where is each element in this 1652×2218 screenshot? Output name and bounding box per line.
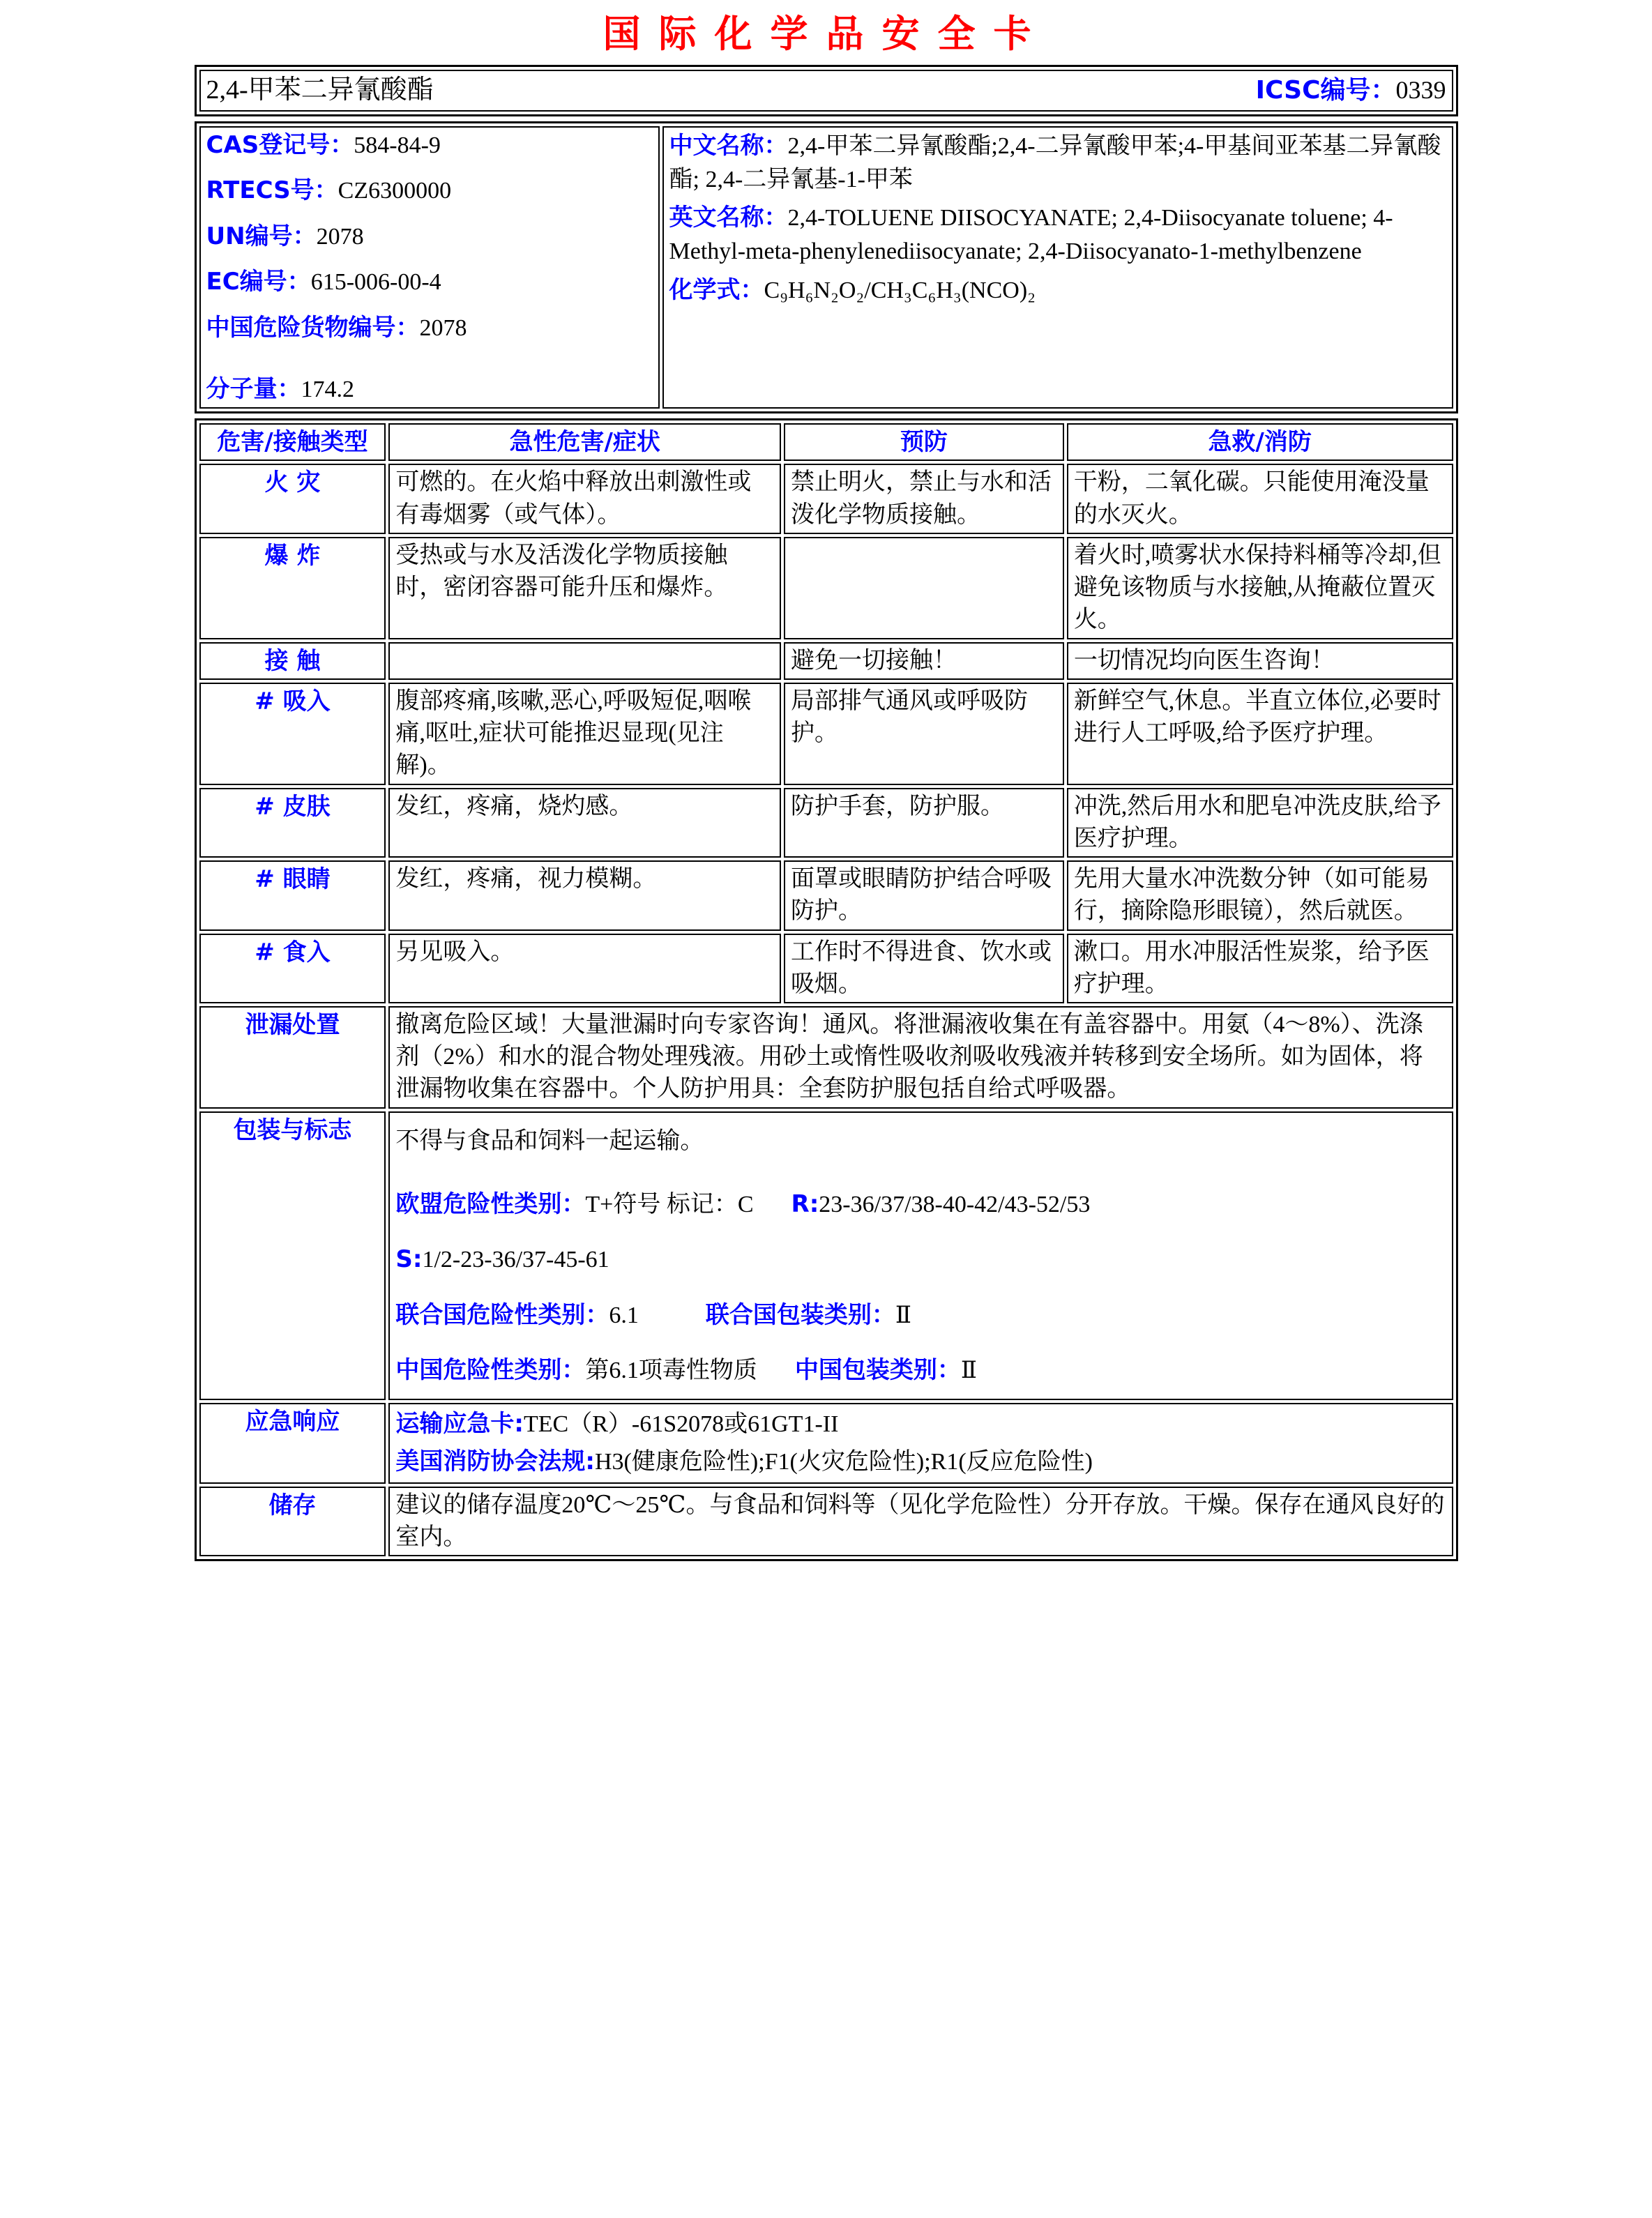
eyes-row-label: # 眼睛 [199,860,386,930]
identifiers-table [195,121,1458,414]
skin-response: 冲洗,然后用水和肥皂冲洗皮肤,给予医疗护理。 [1067,788,1453,858]
rtecs-label: RTECS号： [206,176,338,205]
exposure-response: 一切情况均向医生咨询！ [1067,642,1453,680]
fire-row-label: 火 灾 [199,464,386,533]
emergency-cell [388,1403,1453,1483]
fire-row [199,464,1453,533]
packaging-row [199,1111,1453,1400]
ec-number-line [206,266,653,299]
chinese-name-value: 2,4-甲苯二异氰酸酯;2,4-二异氰酸甲苯;4-甲基间亚苯基二异氰酸酯; 2,4-二异氰基-1-甲苯 [669,132,1441,192]
s-phrases-value: 1/2-23-36/37-45-61 [422,1247,609,1273]
formula-value: C₉H₆N₂O₂/CH₃C₆H₃(NCO)₂ [764,277,1036,303]
header-first-aid: 急救/消防 [1067,423,1453,461]
rtecs-value: CZ6300000 [338,178,452,204]
ingestion-symptoms: 另见吸入。 [388,934,781,1003]
icsc-value: 0339 [1395,76,1446,104]
formula-line [669,273,1446,307]
tec-label: 运输应急卡: [395,1410,524,1438]
eyes-symptoms: 发红，疼痛，视力模糊。 [388,860,781,930]
inhalation-row [199,683,1453,785]
ec-value: 615-006-00-4 [310,269,441,296]
hazard-table [195,418,1458,1561]
s-phrases-label: S: [395,1245,423,1274]
safety-card [195,65,1458,1561]
ec-label: EC编号： [206,268,311,296]
nfpa-value: H3(健康危险性);F1(火灾危险性);R1(反应危险性) [595,1448,1093,1475]
un-class-value: 6.1 [609,1302,639,1328]
header-hazard-type: 危害/接触类型 [199,423,386,461]
eu-class-value: T+符号 标记：C [585,1191,754,1217]
icsc-number [1256,73,1446,108]
china-dg-label: 中国危险货物编号： [206,314,420,342]
eyes-row [199,860,1453,930]
un-value: 2078 [316,223,364,250]
fire-prevention: 禁止明火，禁止与水和活泼化学物质接触。 [784,464,1064,533]
nfpa-label: 美国消防协会法规: [395,1447,595,1475]
table-row [199,70,1453,112]
chemical-name: 2,4-甲苯二异氰酸酯 [206,75,434,105]
spill-text: 撤离危险区域！大量泄漏时向专家咨询！通风。将泄漏液收集在有盖容器中。用氨（4～8%）、洗涤剂（2%）和水的混合物处理残液。用砂土或惰性吸收剂吸收残液并转移到安全场所。如为固体，将泄漏物收集在容器中。个人防护用具：全套防护服包括自给式呼吸器。 [388,1006,1453,1109]
cas-label: CAS登记号： [206,130,354,159]
molecular-weight-line [206,373,653,407]
packaging-cell [388,1111,1453,1400]
english-name-line [669,201,1446,269]
skin-row [199,788,1453,858]
nfpa-line [395,1443,1446,1481]
inhalation-response: 新鲜空气,休息。半直立体位,必要时进行人工呼吸,给予医疗护理。 [1067,683,1453,785]
tec-value: TEC（R）-61S2078或61GT1-II [524,1411,839,1438]
names-cell [662,126,1453,409]
emergency-row [199,1403,1453,1483]
un-packing-value: Ⅱ [895,1302,911,1328]
molecular-weight-label: 分子量： [206,374,301,403]
ingestion-prevention: 工作时不得进食、饮水或吸烟。 [784,934,1064,1003]
cn-class-label: 中国危险性类别： [395,1355,586,1384]
cn-classification-line [395,1353,1446,1388]
cas-number-line [206,129,653,162]
table-row [199,126,1453,409]
ingestion-row [199,934,1453,1003]
inhalation-row-label: # 吸入 [199,683,386,785]
molecular-weight-value: 174.2 [301,376,354,402]
exposure-row-label: 接 触 [199,642,386,680]
page-title: 国际化学品安全卡 [603,12,1049,56]
rtecs-number-line [206,174,653,208]
fire-symptoms: 可燃的。在火焰中释放出刺激性或有毒烟雾（或气体）。 [388,464,781,533]
cas-value: 584-84-9 [354,132,441,158]
header-prevention: 预防 [784,423,1064,461]
chinese-name-label: 中文名称： [669,131,788,160]
ingestion-row-label: # 食入 [199,934,386,1003]
icsc-label: ICSC编号： [1255,76,1396,105]
exposure-prevention: 避免一切接触！ [784,642,1064,680]
china-dg-number-line [206,312,653,345]
transport-note-line: 不得与食品和饲料一起运输。 [395,1127,704,1154]
explosion-prevention [784,537,1064,639]
skin-prevention: 防护手套，防护服。 [784,788,1064,858]
explosion-row [199,537,1453,639]
fire-response: 干粉，二氧化碳。只能使用淹没量的水灭火。 [1067,464,1453,533]
cn-packing-label: 中国包装类别： [794,1355,961,1384]
skin-row-label: # 皮肤 [199,788,386,858]
un-classification-line [395,1298,1446,1332]
header-acute-symptoms: 急性危害/症状 [388,423,781,461]
skin-symptoms: 发红，疼痛，烧灼感。 [388,788,781,858]
ingestion-response: 漱口。用水冲服活性炭浆，给予医疗护理。 [1067,934,1453,1003]
un-number-line [206,220,653,254]
formula-label: 化学式： [669,275,764,304]
english-name-value: 2,4-TOLUENE DIISOCYANATE; 2,4-Diisocyanate toluene; 4-Methyl-meta-phenylenediisocyanate; 2,4-Diisocyanato-1-methylbenzene [669,205,1393,265]
registry-numbers-cell [199,126,660,409]
spill-row-label: 泄漏处置 [199,1006,386,1109]
un-label: UN编号： [206,222,317,250]
tec-line [395,1406,1446,1443]
storage-row [199,1487,1453,1556]
inhalation-prevention: 局部排气通风或呼吸防护。 [784,683,1064,785]
storage-text: 建议的储存温度20℃～25℃。与食品和饲料等（见化学危险性）分开存放。干燥。保存在通风良好的室内。 [388,1487,1453,1556]
s-phrases-line [395,1243,1446,1277]
r-phrases-value: 23-36/37/38-40-42/43-52/53 [819,1191,1091,1217]
explosion-response: 着火时,喷雾状水保持料桶等冷却,但避免该物质与水接触,从掩蔽位置灭火。 [1067,537,1453,639]
name-header-flex [206,73,1446,109]
explosion-row-label: 爆 炸 [199,537,386,639]
un-class-label: 联合国危险性类别： [395,1300,609,1329]
inhalation-symptoms: 腹部疼痛,咳嗽,恶心,呼吸短促,咽喉痛,呕吐,症状可能推迟显现(见注解)。 [388,683,781,785]
english-name-label: 英文名称： [669,204,788,232]
cn-packing-value: Ⅱ [960,1357,977,1383]
eyes-response: 先用大量水冲洗数分钟（如可能易行，摘除隐形眼镜），然后就医。 [1067,860,1453,930]
storage-row-label: 储存 [199,1487,386,1556]
name-header-table [195,65,1458,116]
chinese-name-line [669,129,1446,197]
eu-classification-line [395,1187,1446,1222]
r-phrases-label: R: [791,1190,819,1218]
cn-class-value: 第6.1项毒性物质 [585,1357,757,1383]
china-dg-value: 2078 [419,315,467,342]
explosion-symptoms: 受热或与水及活泼化学物质接触时，密闭容器可能升压和爆炸。 [388,537,781,639]
un-packing-label: 联合国包装类别： [705,1300,895,1329]
spill-row [199,1006,1453,1109]
exposure-symptoms [388,642,781,680]
hazard-table-header-row [199,423,1453,461]
name-header-cell [199,70,1453,112]
emergency-row-label: 应急响应 [199,1403,386,1483]
eyes-prevention: 面罩或眼睛防护结合呼吸防护。 [784,860,1064,930]
packaging-row-label: 包装与标志 [199,1111,386,1400]
eu-class-label: 欧盟危险性类别： [395,1190,586,1218]
exposure-row [199,642,1453,680]
